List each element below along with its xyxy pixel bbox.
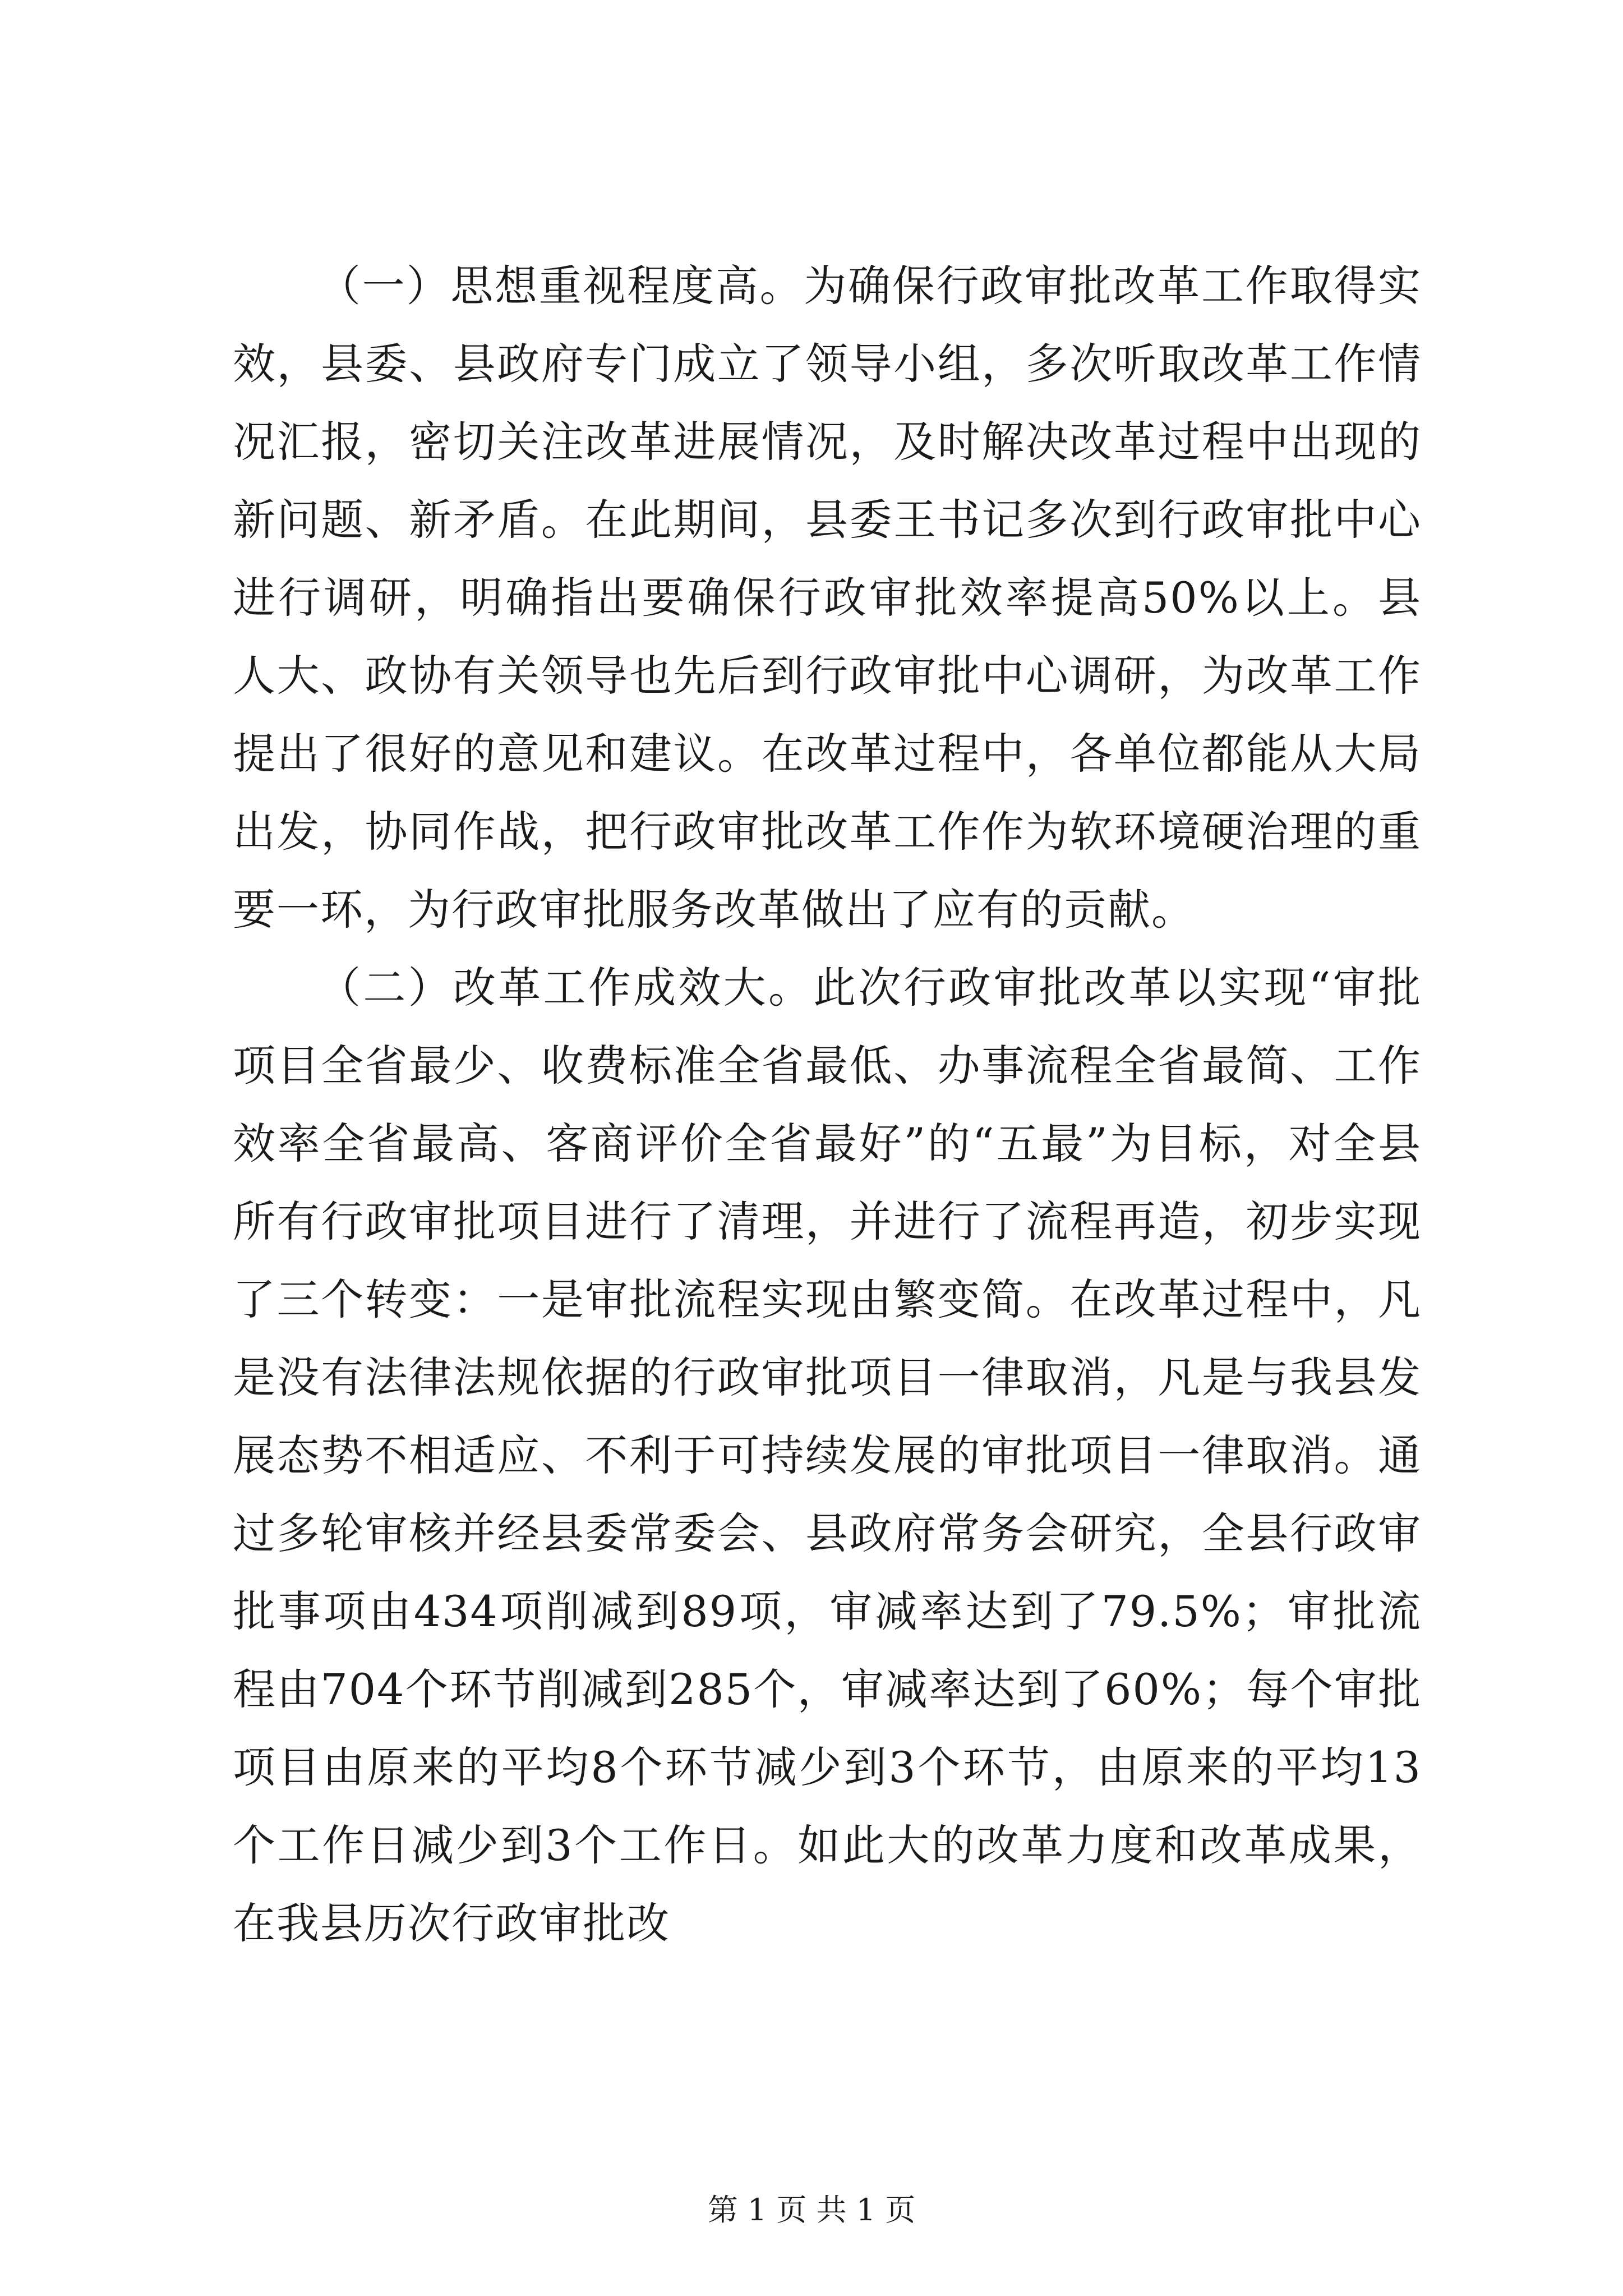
document-body [233,247,1422,1962]
paragraph-1: （一）思想重视程度高。为确保行政审批改革工作取得实效，县委、县政府专门成立了领导小组，多次听取改革工作情况汇报，密切关注改革进展情况，及时解决改革过程中出现的新问题、新矛盾。在此期间，县委王书记多次到行政审批中心进行调研，明确指出要确保行政审批效率提高50%以上。县人大、政协有关领导也先后到行政审批中心调研，为改革工作提出了很好的意见和建议。在改革过程中，各单位都能从大局出发，协同作战，把行政审批改革工作作为软环境硬治理的重要一环，为行政审批服务改革做出了应有的贡献。 [233,261,1422,935]
paragraph-2: （二）改革工作成效大。此次行政审批改革以实现“审批项目全省最少、收费标准全省最低、办事流程全省最简、工作效率全省最高、客商评价全省最好”的“五最”为目标，对全县所有行政审批项目进行了清理，并进行了流程再造，初步实现了三个转变：一是审批流程实现由繁变简。在改革过程中，凡是没有法律法规依据的行政审批项目一律取消，凡是与我县发展态势不相适应、不利于可持续发展的审批项目一律取消。通过多轮审核并经县委常委会、县政府常务会研究，全县行政审批事项由434项削减到89项，审减率达到了79.5%；审批流程由704个环节削减到285个，审减率达到了60%；每个审批项目由原来的平均8个环节减少到3个环节，由原来的平均13个工作日减少到3个工作日。如此大的改革力度和改革成果，在我县历次行政审批改 [233,963,1422,1948]
page-footer: 第 1 页 共 1 页 [707,2192,916,2228]
